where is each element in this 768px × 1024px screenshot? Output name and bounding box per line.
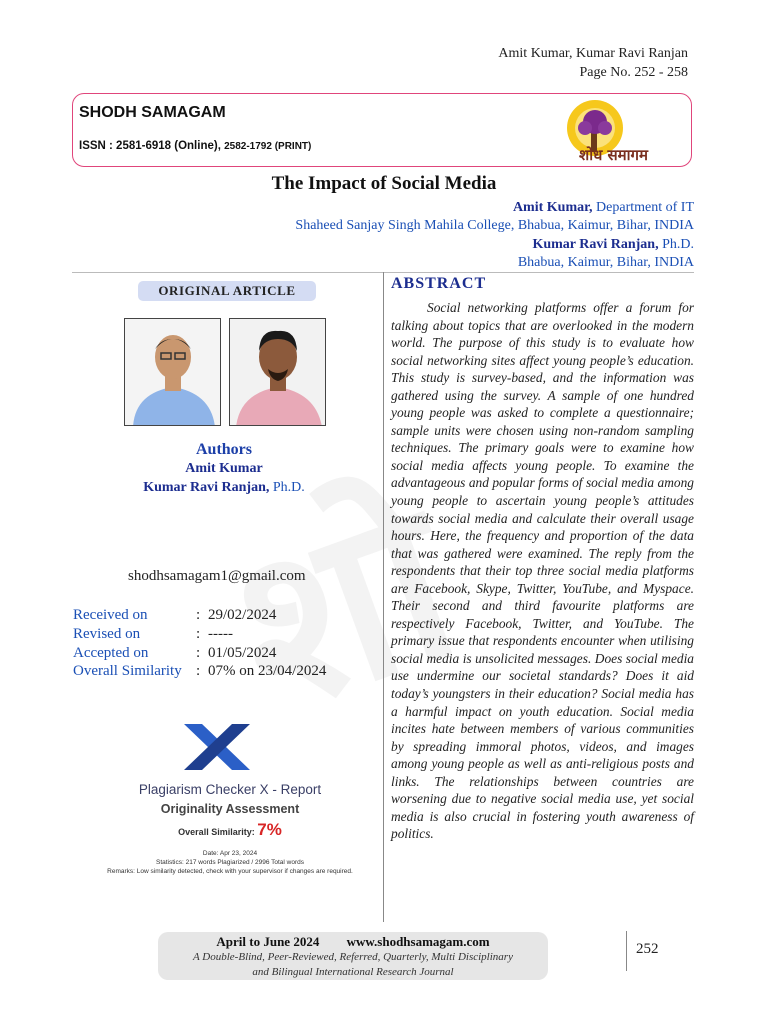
date-row: Overall Similarity : 07% on 23/04/2024 xyxy=(73,663,327,680)
page-number-divider xyxy=(626,931,627,971)
affil-author2-degree: Ph.D. xyxy=(662,236,694,252)
date-label: Accepted on xyxy=(73,644,149,661)
date-value: 01/05/2024 xyxy=(208,644,277,661)
date-label: Revised on xyxy=(73,625,141,642)
footer-line2: A Double-Blind, Peer-Reviewed, Referred, Quarterly, Multi Disciplinary xyxy=(193,951,513,963)
footer-issue: April to June 2024 xyxy=(216,934,320,949)
journal-banner xyxy=(72,93,692,167)
journal-name: SHODH SAMAGAM xyxy=(79,104,226,121)
running-head-authors: Amit Kumar, Kumar Ravi Ranjan xyxy=(498,46,688,61)
date-value: ----- xyxy=(208,625,233,642)
plagiarism-stats: Statistics: 217 words Plagiarized / 2996 Total words xyxy=(155,859,304,866)
date-value: 29/02/2024 xyxy=(208,607,277,623)
plagiarism-similarity xyxy=(80,820,380,840)
plagiarism-subtitle: Originality Assessment xyxy=(160,802,300,816)
author2-name: Kumar Ravi Ranjan, xyxy=(143,480,270,495)
abstract-heading: ABSTRACT xyxy=(391,275,487,292)
issn-print: 2582-1792 (PRINT) xyxy=(224,141,312,152)
plagiarism-report xyxy=(80,718,380,883)
similarity-label: Overall Similarity: xyxy=(178,827,255,837)
authors-block xyxy=(72,440,376,497)
journal-logo xyxy=(551,98,691,166)
running-head-pages: Page No. 252 - 258 xyxy=(579,65,688,80)
affil-author2-name: Kumar Ravi Ranjan, xyxy=(532,236,659,252)
page-number: 252 xyxy=(636,941,659,957)
author2-photo xyxy=(229,318,326,426)
logo-text: शोध समागम xyxy=(579,146,648,164)
divider-vertical xyxy=(383,272,384,922)
date-label: Overall Similarity xyxy=(73,663,182,680)
plagiarism-remarks: Remarks: Low similarity detected, check with your supervisor if changes are required. xyxy=(107,868,353,875)
journal-issn xyxy=(79,140,311,152)
date-row: Revised on : ----- xyxy=(73,625,233,642)
author-affiliations xyxy=(295,199,694,273)
date-value: 07% on 23/04/2024 xyxy=(208,663,327,680)
affil-author1-dept: Department of IT xyxy=(596,200,694,215)
abstract-text: Social networking platforms offer a forum for talking about topics that are overlooked in the modern world. The purpose of this study is to evaluate how social networking sites affect young people’s education. This study is survey-based, and the information was gathered using the survey. A sample of one hundred young people was asked to complete a questionnaire; sample units were chosen using non-random sampling techniques. The primary goals were to examine how social media affects young people. To examine the advantageous and popular forms of social media among young people to ascertain young people’s attitudes towards social media and calculate their overall usage hours. Here, the frequency and proportion of the data that was gathered were examined. The reply from the respondents that their top three social media platforms are Facebook, Skype, Twitter, YouTube, and Myspace. Their second and third favourite platforms are respectively Facebook, Twitter, and YouTube. The primary issue that respondents encounter when utilising social media is unsolicited messages. Does social media use undermine our societal standards? Does it aid today’s youngsters in their education? Social media has a harmful impact on youth education. Social media incites hate between members of various communities by spreading immoral photos, videos, and images among young people as well as anti-religious posts and links. The relationships between countries are worsening due to negative social media use, yet social media is also crucial in fostering youth awareness of politics. xyxy=(391,300,694,842)
author1-name: Amit Kumar xyxy=(185,461,263,476)
affil-author1-name: Amit Kumar, xyxy=(512,200,593,215)
plagiarism-date: Date: Apr 23, 2024 xyxy=(202,850,258,857)
date-row: Accepted on : 01/05/2024 xyxy=(73,644,277,661)
issn-online: ISSN : 2581-6918 (Online), xyxy=(79,140,221,152)
date-label: Received on xyxy=(73,607,148,623)
author2-degree: Ph.D. xyxy=(272,480,305,495)
running-head xyxy=(498,44,688,82)
contact-email: shodhsamagam1@gmail.com xyxy=(128,568,306,584)
plagiarism-x-logo xyxy=(180,722,254,772)
author1-photo xyxy=(124,318,221,426)
journal-footer xyxy=(158,932,548,980)
footer-website: www.shodhsamagam.com xyxy=(346,934,490,949)
similarity-value: 7% xyxy=(257,820,282,839)
affil-author2-place: Bhabua, Kaimur, Bihar, INDIA xyxy=(517,255,694,271)
article-type-badge: ORIGINAL ARTICLE xyxy=(138,281,316,301)
authors-heading: Authors xyxy=(195,441,252,458)
date-row: Received on : 29/02/2024 xyxy=(73,607,277,623)
article-dates xyxy=(73,606,326,681)
affil-author1-college: Shaheed Sanjay Singh Mahila College, Bhabua, Kaimur, Bihar, INDIA xyxy=(295,218,694,234)
plagiarism-title: Plagiarism Checker X - Report xyxy=(138,782,322,797)
article-title: The Impact of Social Media xyxy=(271,173,497,194)
footer-line3: and Bilingual International Research Journal xyxy=(252,965,454,978)
